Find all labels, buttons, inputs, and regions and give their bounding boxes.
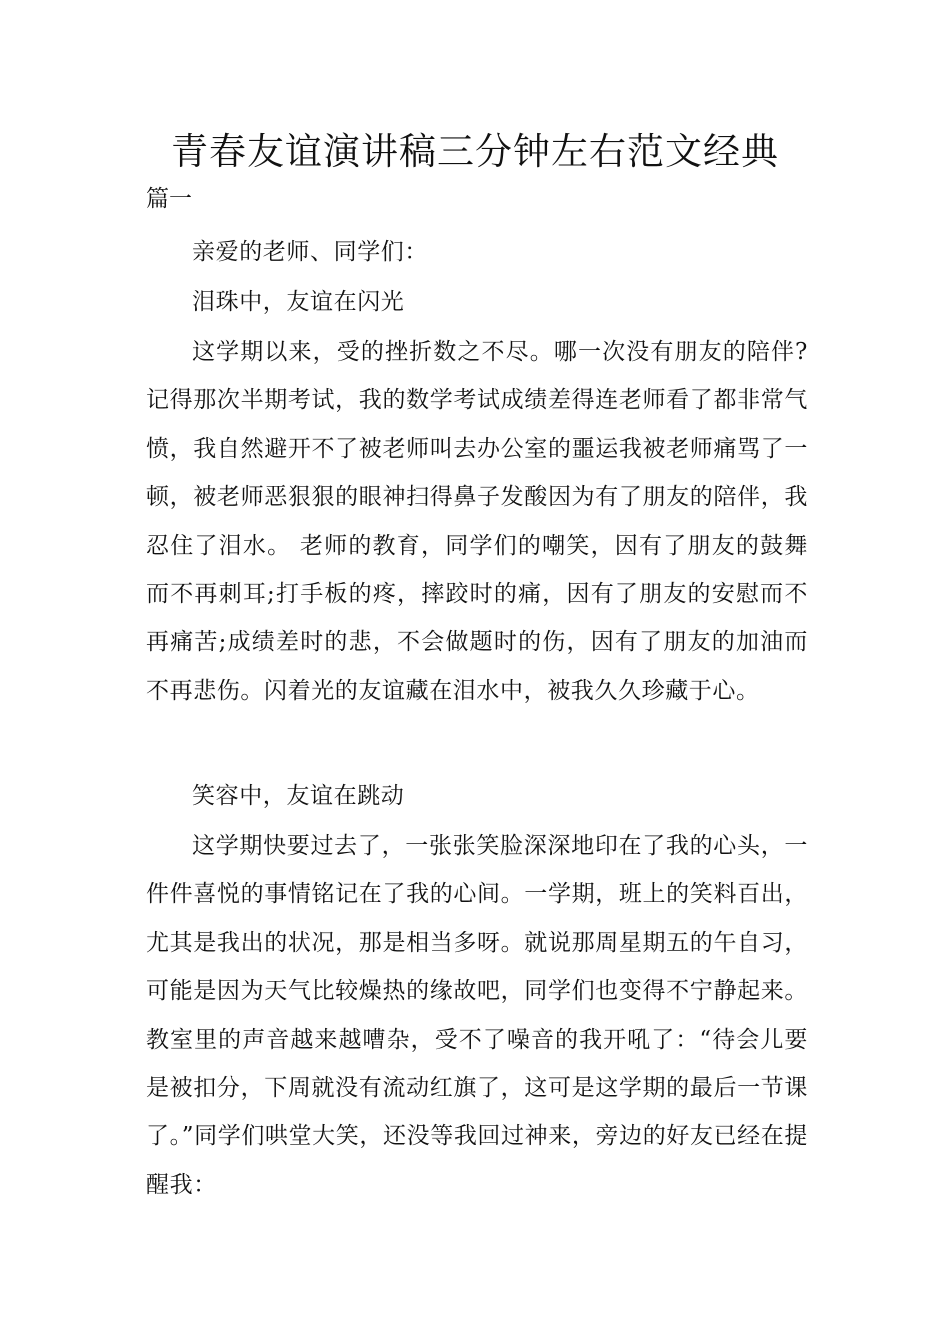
paragraph-1-text: 这学期以来，受的挫折数之不尽。哪一次没有朋友的陪伴?记得那次半期考试，我的数学考试成绩差得连老师看了都非常气愤，我自然避开不了被老师叫去办公室的噩运我被老师痛骂了一顿，被老师恶狠狠的眼神扫得鼻子发酸因为有了朋友的陪伴，我忍住了泪水。 老师的教育，同学们的嘲笑，因有了朋友的鼓舞而不再刺耳;打手板的疼，摔跤时的痛，因有了朋友的安慰而不再痛苦;成绩差时的悲，不会做题时的伤，因有了朋友的加油而不再悲伤。闪着光的友谊藏在泪水中，被我久久珍藏于心。 [146,339,808,704]
subheading-2-text: 笑容中，友谊在跳动 [192,783,405,809]
salutation [146,228,808,276]
subheading-1 [146,278,808,326]
subheading-2 [146,772,808,820]
paragraph-2 [146,822,808,1209]
document-title: 青春友谊演讲稿三分钟左右范文经典 [171,130,779,173]
salutation-text: 亲爱的老师、同学们： [192,239,428,265]
subheading-1-text: 泪珠中，友谊在闪光 [192,289,405,315]
section-label: 篇一 [146,186,192,212]
paragraph-1 [146,328,808,715]
paragraph-2-text: 这学期快要过去了，一张张笑脸深深地印在了我的心头，一件件喜悦的事情铭记在了我的心间。一学期，班上的笑料百出，尤其是我出的状况，那是相当多呀。就说那周星期五的午自习，可能是因为天气比较燥热的缘故吧，同学们也变得不宁静起来。 教室里的声音越来越嘈杂，受不了噪音的我开吼了：“待会儿要是被扣分，下周就没有流动红旗了，这可是这学期的最后一节课了。”同学们哄堂大笑，还没等我回过神来，旁边的好友已经在提醒我： [146,833,808,1198]
